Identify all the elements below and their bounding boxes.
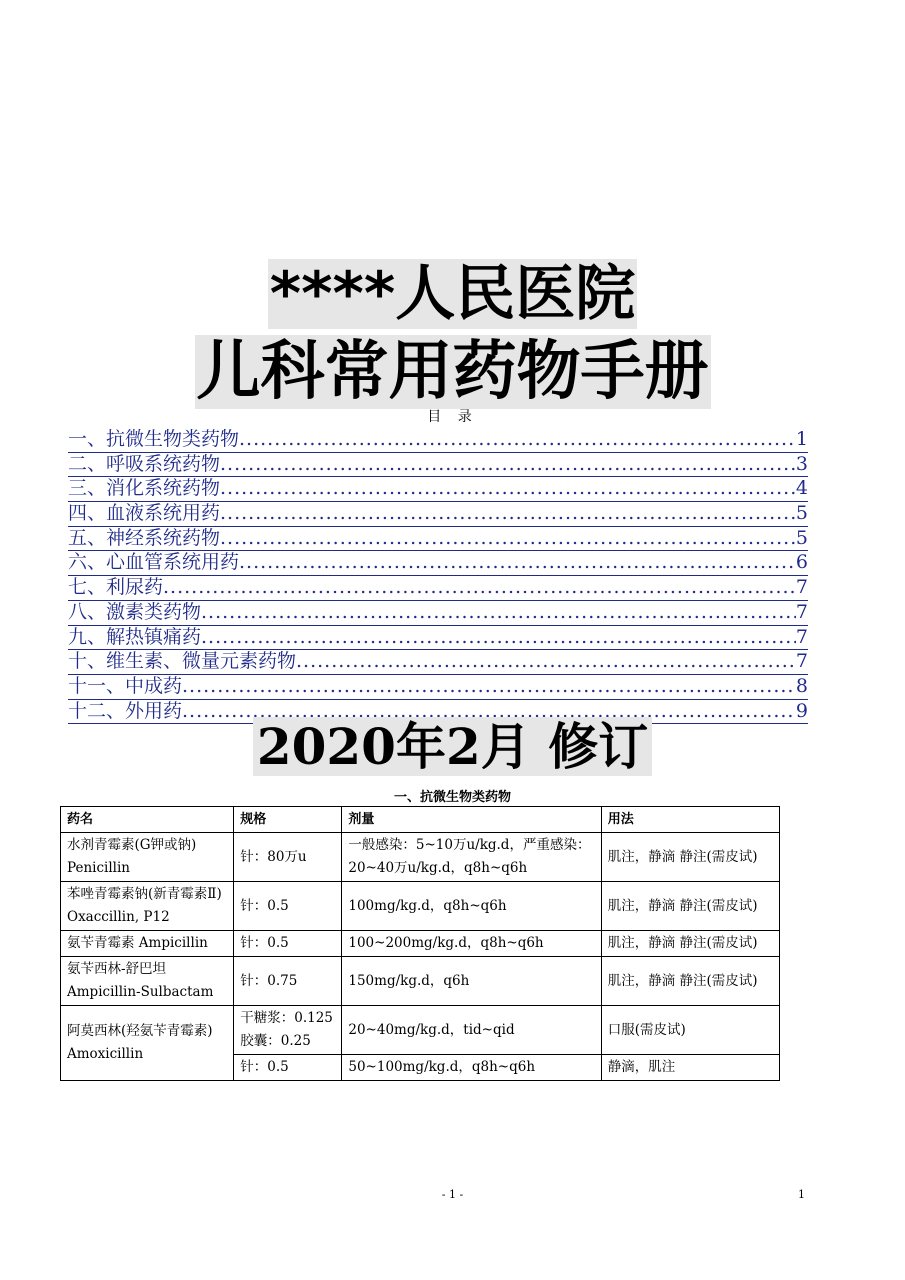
toc-link[interactable]: 五、神经系统药物 ..... 5 <box>68 527 808 552</box>
table-header-row <box>61 807 780 833</box>
drug-name: 阿莫西林(羟氨苄青霉素) Amoxicillin <box>61 1006 234 1081</box>
drug-name: 苯唑青霉素钠(新青霉素Ⅱ) Oxaccillin, P12 <box>61 882 234 931</box>
table-row <box>61 957 780 1006</box>
drug-dose: 150mg/kg.d，q6h <box>342 957 601 1006</box>
drug-spec: 干糖浆：0.125 胶囊：0.25 <box>234 1006 342 1055</box>
toc-heading: 目 录 <box>427 409 478 425</box>
drug-spec: 针：80万u <box>234 833 342 882</box>
page-number-right: 1 <box>798 1188 805 1201</box>
toc-link[interactable]: 六、心血管系统用药 ..... 6 <box>68 551 808 576</box>
toc-link[interactable]: 一、抗微生物类药物 ..... 1 <box>68 428 808 453</box>
drug-usage: 肌注，静滴 静注(需皮试) <box>601 882 779 931</box>
drug-spec: 针：0.5 <box>234 1055 342 1081</box>
drug-dose: 100mg/kg.d，q8h~q6h <box>342 882 601 931</box>
toc-link[interactable]: 八、激素类药物 ..... 7 <box>68 601 808 626</box>
drug-usage: 口服(需皮试) <box>601 1006 779 1055</box>
drug-name: 氨苄西林-舒巴坦 Ampicillin-Sulbactam <box>61 957 234 1006</box>
toc-link[interactable]: 四、血液系统用药 ..... 5 <box>68 502 808 527</box>
drug-table <box>60 806 780 1081</box>
hospital-title: ****人民医院 <box>269 259 636 329</box>
drug-usage: 肌注，静滴 静注(需皮试) <box>601 833 779 882</box>
toc-link[interactable]: 三、消化系统药物 ..... 4 <box>68 477 808 502</box>
drug-usage: 肌注，静滴 静注(需皮试) <box>601 957 779 1006</box>
column-header: 用法 <box>601 807 779 833</box>
column-header: 剂量 <box>342 807 601 833</box>
drug-dose: 100~200mg/kg.d，q8h~q6h <box>342 931 601 957</box>
revision-date: 2020年2月 修订 <box>0 712 905 782</box>
table-of-contents <box>68 428 808 724</box>
table-row <box>61 833 780 882</box>
column-header: 规格 <box>234 807 342 833</box>
page-number-center: - 1 - <box>441 1188 464 1201</box>
drug-spec: 针：0.5 <box>234 931 342 957</box>
drug-dose: 50~100mg/kg.d，q8h~q6h <box>342 1055 601 1081</box>
drug-usage: 静滴，肌注 <box>601 1055 779 1081</box>
toc-link[interactable]: 十、维生素、微量元素药物 ..... 7 <box>68 650 808 675</box>
table-row <box>61 1006 780 1055</box>
drug-usage: 肌注，静滴 静注(需皮试) <box>601 931 779 957</box>
drug-name: 水剂青霉素(G钾或钠) Penicillin <box>61 833 234 882</box>
toc-link[interactable]: 十一、中成药 ..... 8 <box>68 675 808 700</box>
table-row <box>61 931 780 957</box>
drug-spec: 针：0.75 <box>234 957 342 1006</box>
drug-name: 氨苄青霉素 Ampicillin <box>61 931 234 957</box>
column-header: 药名 <box>61 807 234 833</box>
toc-link[interactable]: 二、呼吸系统药物 ..... 3 <box>68 453 808 478</box>
section-title: 一、抗微生物类药物 <box>393 790 511 805</box>
toc-link[interactable]: 十二、外用药 ..... 9 <box>68 700 808 725</box>
drug-dose: 20~40mg/kg.d，tid~qid <box>342 1006 601 1055</box>
table-row <box>61 882 780 931</box>
drug-dose: 一般感染：5~10万u/kg.d，严重感染：20~40万u/kg.d，q8h~q6h <box>342 833 601 882</box>
toc-link[interactable]: 九、解热镇痛药 ..... 7 <box>68 626 808 651</box>
handbook-title: 儿科常用药物手册 <box>196 335 709 409</box>
drug-spec: 针：0.5 <box>234 882 342 931</box>
toc-link[interactable]: 七、利尿药 ..... 7 <box>68 576 808 601</box>
